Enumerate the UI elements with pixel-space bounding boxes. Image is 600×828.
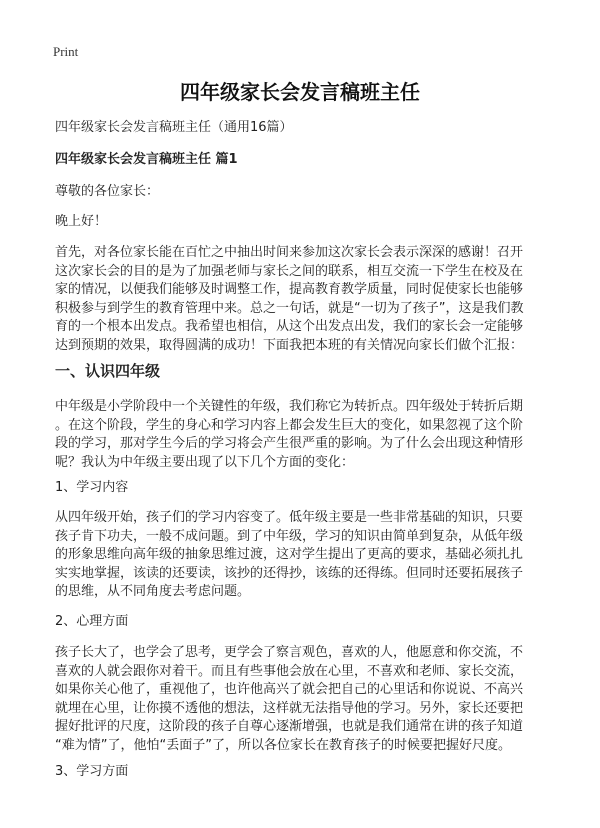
paragraph-line: “难为情”了，他怕“丢面子”了，所以各位家长在教育孩子的时候要把握好尺度。	[55, 737, 511, 753]
paragraph-4	[55, 644, 555, 755]
subtitle-text: 四年级家长会发言稿班主任（通用16篇）	[55, 120, 293, 135]
paragraph-3	[55, 509, 555, 602]
item-3-heading	[55, 763, 555, 782]
paragraph-line: 中年级是小学阶段中一个关键性的年级，我们称它为转折点。四年级处于转折后期	[55, 399, 524, 414]
evening-greeting	[55, 213, 555, 232]
paragraph-line: 家的情况，以便我们能够及时调整工作，提高教育教学质量，同时促使家长也能够	[55, 282, 524, 297]
paragraph-line: 积极参与到学生的教育管理中来。总之一句话，就是“一切为了孩子”，这是我们教	[55, 300, 524, 316]
paragraph-1	[55, 244, 555, 355]
paragraph-2	[55, 398, 555, 472]
paragraph-line: 呢？我认为中年级主要出现了以下几个方面的变化：	[55, 454, 355, 470]
heading-1-text: 一、认识四年级	[55, 362, 161, 380]
greeting-text: 尊敬的各位家长：	[55, 184, 160, 199]
paragraph-line: 段的学习，那对学生今后的学习将会产生很严重的影响。为了什么会出现这种情形	[55, 436, 524, 451]
subtitle	[55, 119, 555, 138]
paragraph-line: 。在这个阶段，学生的身心和学习内容上都会发生巨大的变化，如果忽视了这个阶	[55, 417, 524, 433]
section-heading-text: 四年级家长会发言稿班主任 篇1	[55, 152, 238, 167]
paragraph-line: 如果你关心他了，重视他了，也许他高兴了就会把自己的心里话和你说说、不高兴	[55, 682, 524, 697]
print-link[interactable]: Print	[53, 44, 79, 59]
paragraph-line: 首先，对各位家长能在百忙之中抽出时间来参加这次家长会表示深深的感谢！召开	[55, 245, 524, 260]
paragraph-line: 达到预期的效果，取得圆满的成功！下面我把本班的有关情况向家长们做个汇报：	[55, 337, 524, 353]
paragraph-line: 的思维，从不同角度去考虑问题。	[55, 584, 251, 599]
section-heading	[55, 151, 555, 170]
paragraph-line: 就埋在心里，让你摸不透他的想法，这样就无法指导他的学习。另外，家长还要把	[55, 700, 524, 716]
item-3-text: 3、学习方面	[55, 764, 129, 779]
item-1-heading	[55, 479, 555, 498]
heading-1	[55, 361, 555, 381]
item-2-text: 2、心理方面	[55, 614, 129, 629]
paragraph-line: 这次家长会的目的是为了加强老师与家长之间的联系，相互交流一下学生在校及在	[55, 263, 524, 279]
paragraph-line: 孩子肯下功夫，一般不成问题。到了中年级，学习的知识由简单到复杂，从低年级	[55, 528, 524, 544]
paragraph-line: 育的一个根本出发点。我希望也相信，从这个出发点出发，我们的家长会一定能够	[55, 319, 524, 334]
paragraph-line: 喜欢的人就会跟你对着干。而且有些事他会放在心里，不喜欢和老师、家长交流，	[55, 663, 524, 679]
item-1-text: 1、学习内容	[55, 480, 129, 495]
evening-text: 晚上好！	[55, 214, 108, 229]
greeting	[55, 183, 555, 202]
paragraph-line: 从四年级开始，孩子们的学习内容变了。低年级主要是一些非常基础的知识，只要	[55, 510, 524, 525]
paragraph-line: 的形象思维向高年级的抽象思维过渡，这对学生提出了更高的要求，基础必须扎扎	[55, 547, 524, 562]
item-2-heading	[55, 613, 555, 632]
paragraph-line: 孩子长大了，也学会了思考，更学会了察言观色，喜欢的人，他愿意和你交流，不	[55, 645, 524, 660]
page-title: 四年级家长会发言稿班主任	[180, 80, 420, 104]
paragraph-line: 实实地掌握，该读的还要读，该抄的还得抄，该练的还得练。但同时还要拓展孩子	[55, 565, 524, 581]
paragraph-line: 握好批评的尺度，这阶段的孩子自尊心逐渐增强，也就是我们通常在讲的孩子知道	[55, 719, 524, 734]
